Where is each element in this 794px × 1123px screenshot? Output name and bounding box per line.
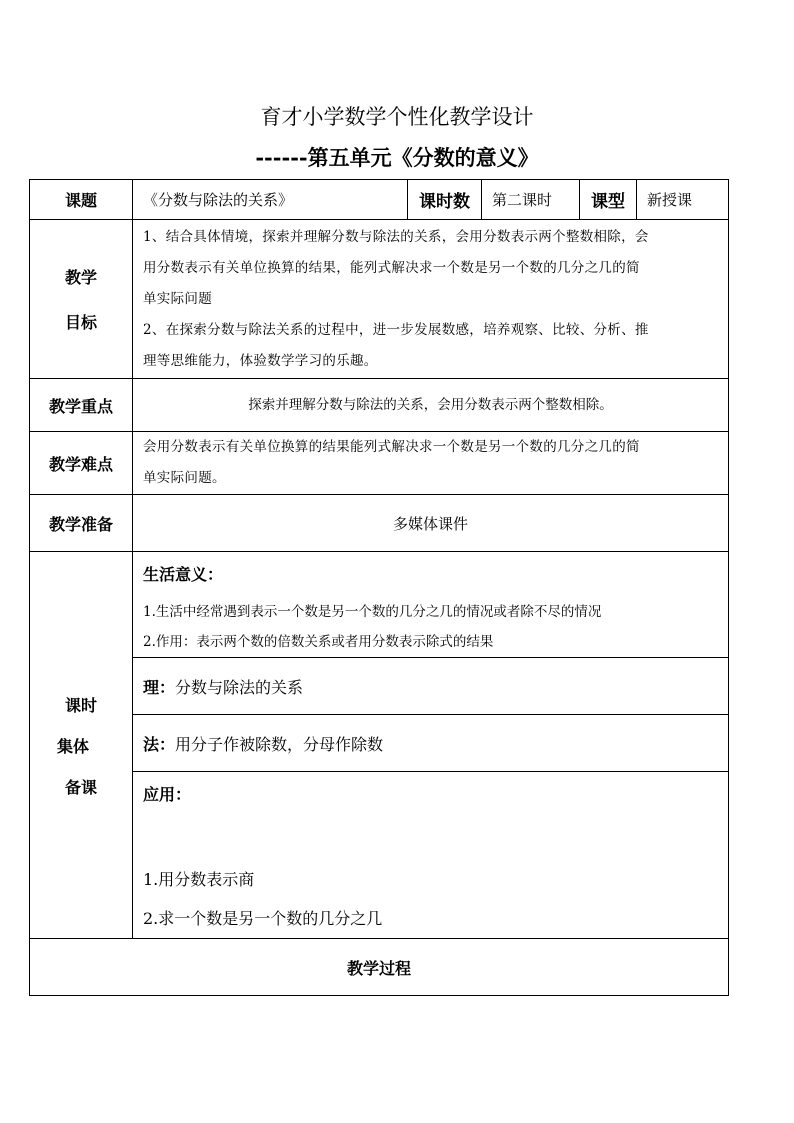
- type-label: 课型: [580, 180, 637, 220]
- row-preparation: [30, 495, 729, 552]
- difficulties-text: [133, 432, 729, 495]
- difficulties-line: 单实际问题。: [143, 470, 226, 486]
- row-principle: [30, 658, 729, 715]
- life-meaning-cell: [133, 552, 729, 658]
- collective-label-line2: 集体: [56, 736, 89, 756]
- row-process: [30, 939, 729, 996]
- row-key-points: [30, 379, 729, 432]
- collective-label-line1: 课时: [64, 695, 97, 715]
- preparation-label: 教学准备: [30, 495, 133, 552]
- objectives-text: [133, 220, 729, 379]
- life-meaning-item: 2.作用：表示两个数的倍数关系或者用分数表示除式的结果: [143, 634, 494, 650]
- method-text: 用分子作被除数，分母作除数: [175, 734, 384, 754]
- difficulties-label: 教学难点: [30, 432, 133, 495]
- row-objectives: [30, 220, 729, 379]
- application-item: 1.用分数表示商: [143, 870, 255, 889]
- application-item: 2.求一个数是另一个数的几分之几: [143, 909, 383, 928]
- life-meaning-item: 1.生活中经常遇到表示一个数是另一个数的几分之几的情况或者除不尽的情况: [143, 604, 602, 620]
- hours-value: 第二课时: [482, 180, 580, 220]
- collective-label: [30, 552, 133, 939]
- principle-text: 分数与除法的关系: [175, 677, 304, 697]
- row-life-meaning: [30, 552, 729, 658]
- objectives-line: 单实际问题: [143, 290, 212, 307]
- difficulties-line: 会用分数表示有关单位换算的结果能列式解决求一个数是另一个数的几分之几的简: [143, 439, 640, 455]
- application-head: 应用：: [143, 785, 192, 804]
- principle-cell: [133, 658, 729, 715]
- key-points-text: 探索并理解分数与除法的关系，会用分数表示两个整数相除。: [133, 379, 729, 432]
- application-cell: [133, 772, 729, 939]
- objectives-label-line1: 教学: [64, 268, 97, 287]
- hours-label: 课时数: [408, 180, 482, 220]
- row-method: [30, 715, 729, 772]
- objectives-line: 理等思维能力，体验数学学习的乐趣。: [143, 352, 378, 369]
- document-subtitle: ------第五单元《分数的意义》: [255, 145, 539, 170]
- objectives-line: 用分数表示有关单位换算的结果，能列式解决求一个数是另一个数的几分之几的简: [143, 259, 640, 276]
- process-label: 教学过程: [30, 939, 729, 996]
- row-application: [30, 772, 729, 939]
- objectives-line: 2、在探索分数与除法关系的过程中，进一步发展数感，培养观察、比较、分析、推: [143, 321, 649, 338]
- life-meaning-head: 生活意义：: [143, 565, 224, 584]
- document-title: 育才小学数学个性化教学设计: [260, 105, 534, 129]
- row-difficulties: [30, 432, 729, 495]
- objectives-line: 1、结合具体情境，探索并理解分数与除法的关系，会用分数表示两个整数相除，会: [143, 228, 649, 245]
- row-topic: [30, 180, 729, 220]
- preparation-text: 多媒体课件: [133, 495, 729, 552]
- method-head: 法：: [143, 734, 176, 754]
- topic-label: 课题: [30, 180, 133, 220]
- collective-label-line3: 备课: [64, 777, 97, 797]
- objectives-label-line2: 目标: [64, 313, 97, 332]
- topic-value: 《分数与除法的关系》: [133, 180, 408, 220]
- lesson-plan-table: [29, 179, 729, 996]
- method-cell: [133, 715, 729, 772]
- type-value: 新授课: [637, 180, 729, 220]
- objectives-label: [30, 220, 133, 379]
- key-points-label: 教学重点: [30, 379, 133, 432]
- principle-head: 理：: [143, 677, 176, 697]
